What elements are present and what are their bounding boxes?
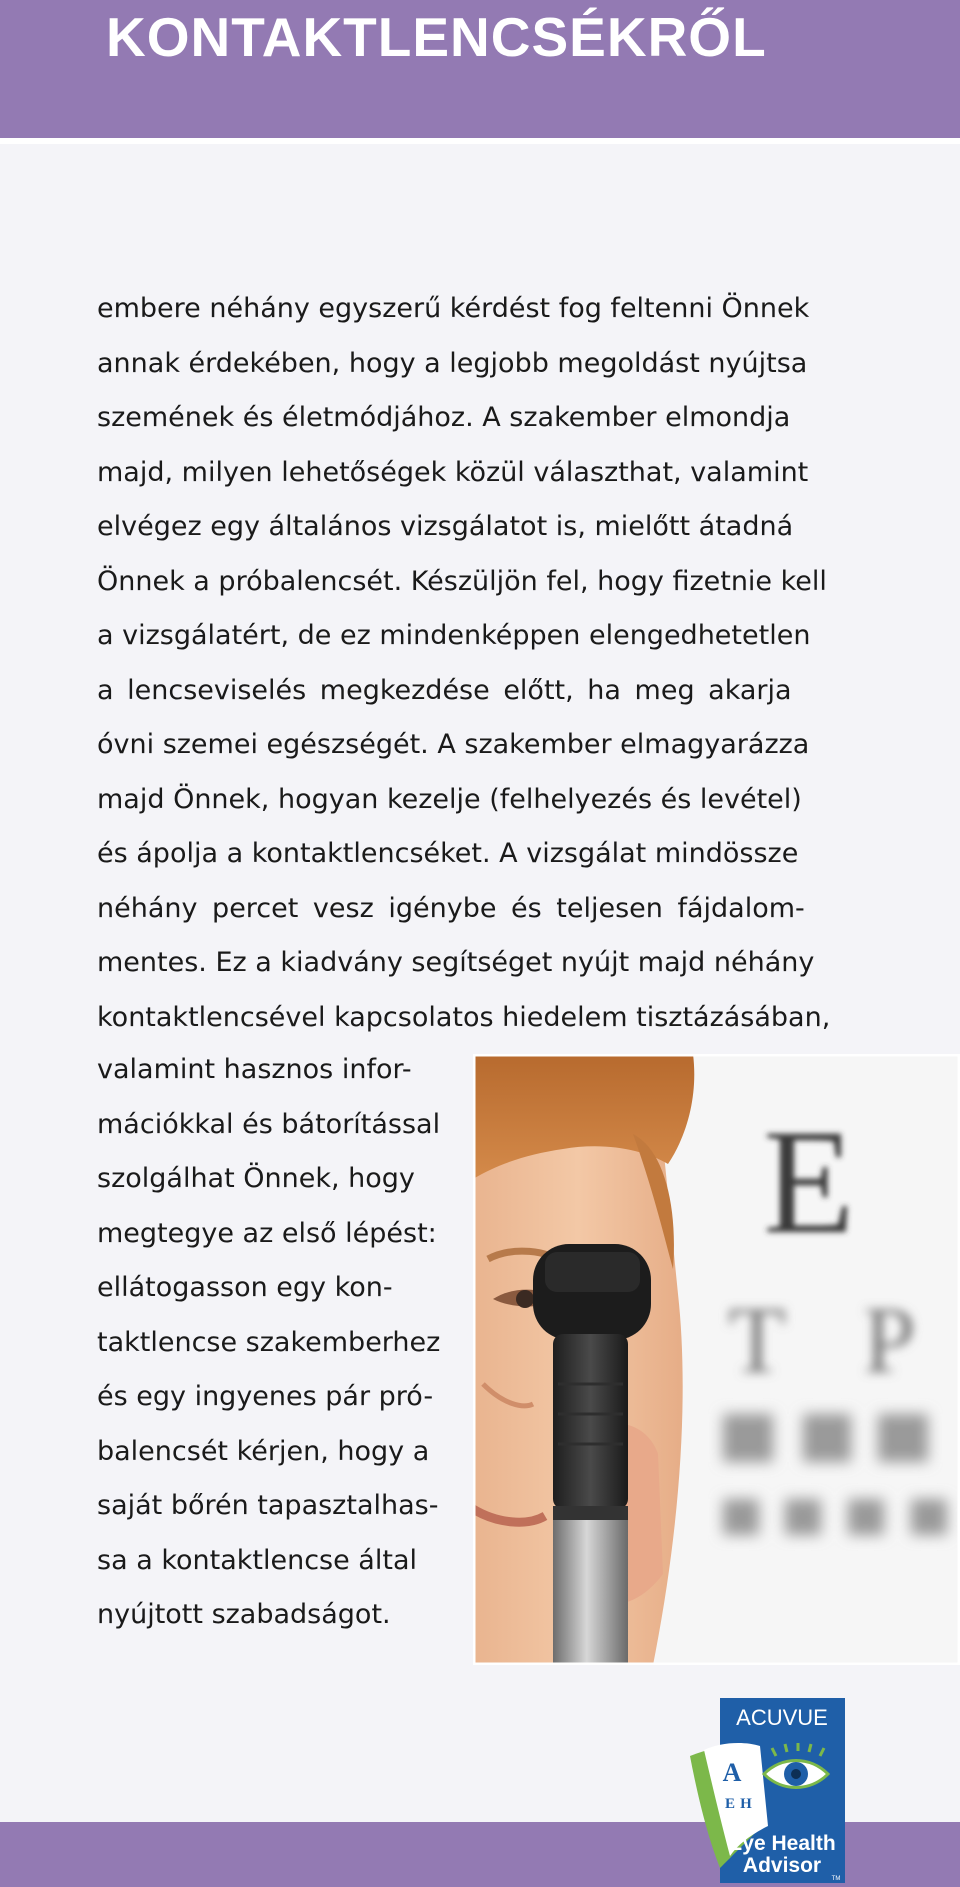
text-line: és egy ingyenes pár pró-	[97, 1381, 434, 1412]
text-line: ellátogasson egy kon-	[97, 1272, 393, 1303]
text-line: annak érdekében, hogy a legjobb megoldást nyújtsa	[97, 347, 808, 379]
text-line: szemének és életmódjához. A szakember elmondja	[97, 402, 791, 433]
text-line: mációkkal és bátorítással	[97, 1108, 441, 1140]
header-divider	[0, 138, 960, 144]
logo-line-1: Eye Health	[728, 1832, 836, 1855]
eye-health-advisor-logo	[690, 1698, 850, 1883]
text-line: szolgálhat Önnek, hogy	[97, 1163, 415, 1194]
chart-letter: T	[728, 1287, 787, 1393]
logo-line-2: Advisor	[742, 1854, 822, 1877]
text-line: néhány percet vesz igénybe és teljesen fájdalom-	[97, 892, 805, 924]
text-line: saját bőrén tapasztalhas-	[97, 1490, 439, 1521]
text-line: nyújtott szabadságot.	[97, 1599, 391, 1630]
trademark: TM	[831, 1876, 841, 1882]
text-line: embere néhány egyszerű kérdést fog feltenni Önnek	[97, 293, 810, 324]
chart-letter: E	[763, 1099, 855, 1265]
header-bar	[0, 0, 960, 138]
page-title: KONTAKTLENCSÉKRŐL	[106, 6, 767, 68]
brand-name: ACUVUE	[736, 1705, 828, 1730]
logo-chart-letter: H	[740, 1796, 752, 1812]
text-line: elvégez egy általános vizsgálatot is, mielőtt átadná	[97, 511, 794, 542]
logo-chart-letter: E	[724, 1796, 736, 1812]
text-line: sa a kontaktlencse által	[97, 1544, 417, 1576]
text-line: majd, milyen lehetőségek közül választhat, valamint	[97, 456, 809, 488]
text-line: majd Önnek, hogyan kezelje (felhelyezés és levétel)	[97, 783, 802, 815]
text-line: óvni szemei egészségét. A szakember elmagyarázza	[97, 729, 810, 760]
text-line: balencsét kérjen, hogy a	[97, 1435, 430, 1467]
text-line: valamint hasznos infor-	[97, 1054, 412, 1085]
eye-exam-photo	[473, 1054, 960, 1665]
text-line: Önnek a próbalencsét. Készüljön fel, hogy fizetnie kell	[97, 565, 827, 597]
chart-letter: P	[863, 1287, 916, 1393]
text-line: taktlencse szakemberhez	[97, 1326, 441, 1358]
text-line: a vizsgálatért, de ez mindenképpen elengedhetetlen	[97, 620, 811, 651]
text-line: és ápolja a kontaktlencséket. A vizsgálat mindössze	[97, 838, 799, 869]
logo-chart-letter: A	[722, 1758, 742, 1787]
body-paragraph	[97, 282, 857, 1045]
wrapped-paragraph	[97, 1043, 452, 1643]
text-line: mentes. Ez a kiadvány segítséget nyújt majd néhány	[97, 947, 815, 978]
text-line: a lencseviselés megkezdése előtt, ha meg akarja	[97, 674, 792, 706]
text-line: megtegye az első lépést:	[97, 1217, 437, 1249]
text-line: kontaktlencsével kapcsolatos hiedelem tisztázásában,	[97, 1001, 831, 1033]
